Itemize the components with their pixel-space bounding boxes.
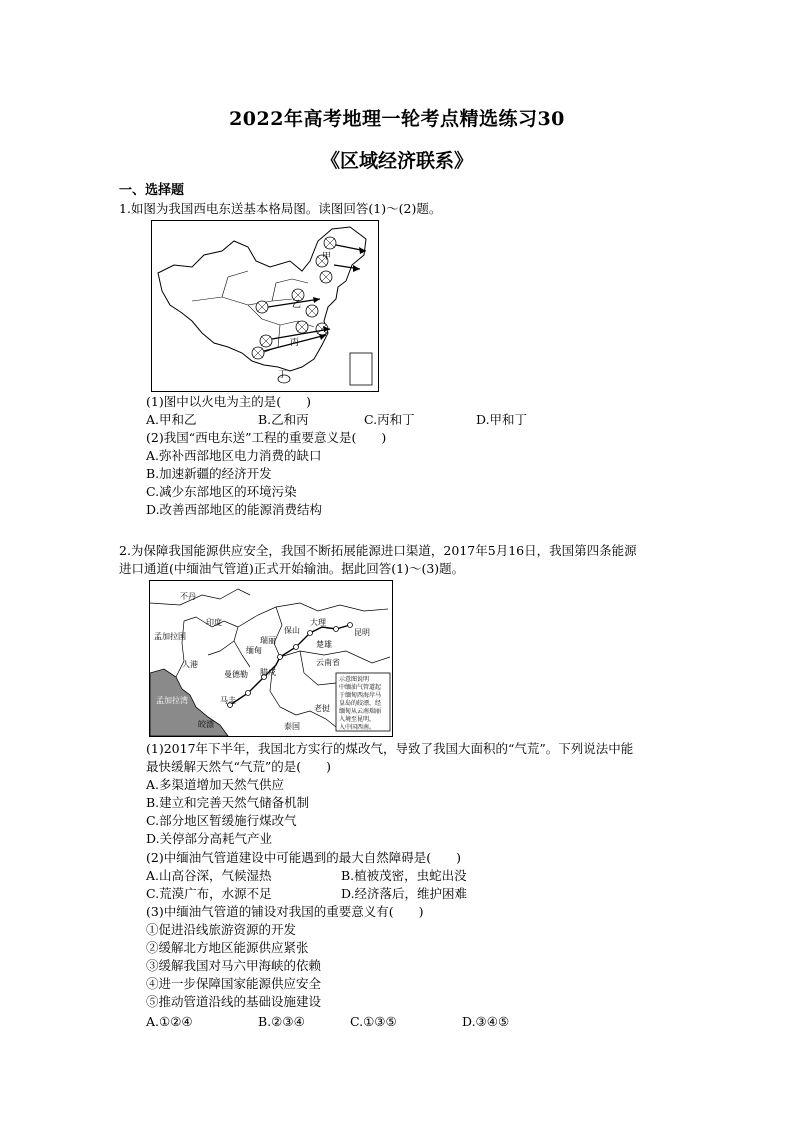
q2-sub2-option-b: B.植被茂密，虫蛇出没: [341, 868, 467, 883]
q1-sub1-option-d: D.甲和丁: [476, 412, 528, 427]
label-kunming: 昆明: [354, 628, 370, 637]
label-mandalay: 曼德勒: [224, 670, 248, 679]
q2-sub2-option-a: A.山高谷深，气候湿热: [146, 868, 272, 883]
label-rengang: 人港: [182, 660, 198, 669]
q2-sub3-item: ③缓解我国对马六甲海峡的依赖: [146, 958, 322, 973]
map-label-ding: 丁: [278, 370, 288, 380]
city-marker: [334, 627, 339, 632]
label-myanmar: 缅甸: [246, 646, 262, 655]
q2-sub1-line1: (1)2017年下半年，我国北方实行的煤改气，导致了我国大面积的“气荒”。下列说法中能: [146, 741, 634, 756]
city-marker: [308, 631, 313, 636]
q1-sub2-option-d: D.改善西部地区的能源消费结构: [146, 502, 323, 517]
q2-sub1-option-c: C.部分地区暂缓施行煤改气: [146, 813, 297, 828]
q2-sub1-option-b: B.建立和完善天然气储备机制: [146, 795, 310, 810]
map-note-line: 入境至昆明，: [339, 716, 376, 723]
map-note-line: 示意图说明: [339, 676, 370, 683]
map-note-line: 皇岛的皎漂，经: [339, 700, 382, 707]
label-yunnan: 云南省: [316, 658, 340, 667]
city-marker: [348, 623, 353, 628]
label-chuxiong: 楚雄: [316, 640, 332, 649]
q1-sub1-question: (1)图中以火电为主的是( ): [146, 394, 311, 409]
page-subtitle: 《区域经济联系》: [320, 150, 473, 172]
q2-sub2-option-c: C.荒漠广布，水源不足: [146, 886, 272, 901]
map-label-jia: 甲: [322, 252, 332, 262]
label-ruili: 瑞丽: [260, 636, 276, 645]
q1-sub2-question: (2)我国“西电东送”工程的重要意义是( ): [146, 430, 387, 445]
q2-sub3-option-a: A.①②④: [146, 1014, 193, 1029]
q2-sub1-option-d: D.关停部分高耗气产业: [146, 831, 273, 846]
label-laos: 老挝: [314, 704, 330, 713]
q2-stem-line1: 2.为保障我国能源供应安全，我国不断拓展能源进口渠道，2017年5月16日，我国第四条能源: [119, 543, 637, 558]
q2-sub3-item: ①促进沿线旅游资源的开发: [146, 922, 297, 937]
q1-sub1-option-a: A.甲和乙: [146, 412, 197, 427]
label-maguai: 马圭: [220, 696, 236, 705]
q1-sub2-option-a: A.弥补西部地区电力消费的缺口: [146, 448, 322, 463]
map-label-yi: 乙: [292, 300, 302, 310]
map-note-line: 入中国西南。: [339, 724, 376, 731]
q2-stem-line2: 进口通道(中缅油气管道)正式开始输油。据此回答(1)～(3)题。: [119, 561, 465, 576]
section-heading: 一、选择题: [119, 183, 185, 198]
label-bay: 孟加拉湾: [156, 696, 188, 705]
q2-sub3-option-b: B.②③④: [258, 1014, 305, 1029]
map-note-line: 缅甸从云南瑞丽: [339, 708, 382, 715]
label-bangladesh: 孟加拉国: [154, 632, 186, 641]
q1-sub1-option-b: B.乙和丙: [258, 412, 309, 427]
china-power-map: [151, 220, 379, 392]
city-marker: [246, 691, 251, 696]
q2-sub3-item: ⑤推动管道沿线的基础设施建设: [146, 994, 322, 1009]
q1-sub1-option-c: C.丙和丁: [364, 412, 415, 427]
label-kyaukpyu: 皎漂: [198, 720, 214, 729]
q1-stem: 1.如图为我国西电东送基本格局图。读图回答(1)～(2)题。: [119, 201, 442, 216]
south-sea-inset: [350, 353, 372, 385]
label-india: 印度: [206, 618, 222, 627]
q2-sub3-item: ④进一步保障国家能源供应安全: [146, 976, 322, 991]
map-note-line: 中缅油气管道起: [339, 684, 382, 691]
city-marker: [294, 645, 299, 650]
q2-sub3-option-c: C.①③⑤: [350, 1014, 397, 1029]
q2-sub3-item: ②缓解北方地区能源供应紧张: [146, 940, 309, 955]
q2-sub1-option-a: A.多渠道增加天然气供应: [146, 777, 285, 792]
city-marker: [278, 655, 283, 660]
q1-sub2-option-b: B.加速新疆的经济开发: [146, 466, 272, 481]
q2-sub2-option-d: D.经济落后，维护困难: [341, 886, 468, 901]
label-thailand: 泰国: [284, 722, 300, 731]
china-map-figure: [152, 221, 378, 391]
label-bhutan: 不丹: [180, 592, 196, 601]
arrow-head: [353, 265, 360, 272]
pipeline-map-figure: [150, 581, 392, 736]
map-label-bing: 丙: [290, 338, 300, 348]
map-note-line: 于缅甸西海岸马: [339, 692, 382, 699]
q2-sub3-question: (3)中缅油气管道的铺设对我国的重要意义有( ): [146, 904, 424, 919]
q1-sub2-option-c: C.减少东部地区的环境污染: [146, 484, 297, 499]
q2-sub3-option-d: D.③④⑤: [462, 1014, 510, 1029]
label-baoshan: 保山: [284, 626, 300, 635]
label-dali: 大理: [310, 618, 326, 627]
q2-sub2-question: (2)中缅油气管道建设中可能遇到的最大自然障碍是( ): [146, 850, 461, 865]
q2-sub1-line2: 最快缓解天然气“气荒”的是( ): [146, 759, 332, 774]
label-gyaukse: 腊戍: [260, 668, 276, 677]
page-title: 2022年高考地理一轮考点精选练习30: [229, 108, 565, 130]
pipeline-map: [149, 580, 393, 737]
